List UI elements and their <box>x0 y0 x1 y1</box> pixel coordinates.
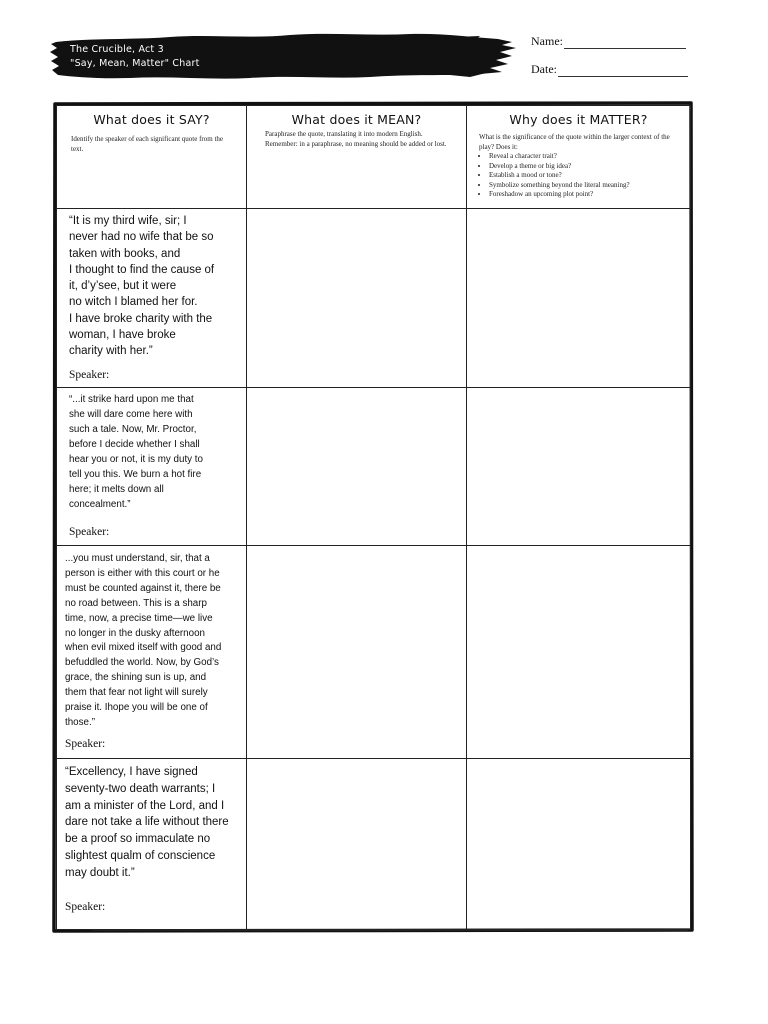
quote-text <box>69 213 238 360</box>
quote-cell <box>57 546 247 759</box>
quote-line: person is either with this court or he <box>65 567 220 579</box>
speaker-label: Speaker: <box>69 369 110 381</box>
significance-answer-cell[interactable] <box>467 388 691 546</box>
significance-answer-cell[interactable] <box>467 209 691 388</box>
quote-line: “...it strike hard upon me that <box>69 394 194 405</box>
significance-answer-cell[interactable] <box>467 759 691 930</box>
say-column-description: Identify the speaker of each significant quote from the text. <box>71 135 223 153</box>
quote-line: dare not take a life without there <box>65 816 229 829</box>
chart-grid <box>56 105 691 930</box>
quote-line: charity with her.” <box>69 345 153 358</box>
quote-line: praise it. Ihope you will be one of <box>65 702 208 714</box>
bottom-rule <box>92 930 688 931</box>
quote-line: woman, I have broke <box>69 329 176 342</box>
quote-line: here; it melts down all <box>69 484 164 495</box>
name-label: Name: <box>531 34 563 48</box>
quote-line: she will dare come here with <box>69 409 193 420</box>
quote-line: no witch I blamed her for. <box>69 296 198 309</box>
quote-row-3 <box>57 546 691 759</box>
quote-line: must be counted against it, there be <box>65 582 221 594</box>
matter-header-cell <box>467 106 691 209</box>
quote-cell <box>57 388 247 546</box>
quote-line: “It is my third wife, sir; I <box>69 215 187 227</box>
mean-header-cell <box>247 106 467 209</box>
quote-line: concealment.” <box>69 499 131 510</box>
quote-text <box>69 392 236 512</box>
bullet-item: • Foreshadow an upcoming plot point? <box>489 190 682 200</box>
quote-line: it, d’y’see, but it were <box>69 280 177 293</box>
quote-cell <box>57 209 247 388</box>
bullet-item: • Establish a mood or tone? <box>489 171 682 181</box>
document-title: The Crucible, Act 3 <box>70 44 164 55</box>
quote-line: them that fear not light will surely <box>65 687 208 699</box>
quote-line: when evil mixed itself with good and <box>65 642 222 654</box>
quote-line: slightest qualm of conscience <box>65 849 216 862</box>
meaning-answer-cell[interactable] <box>247 546 467 759</box>
speaker-label: Speaker: <box>69 526 110 538</box>
date-field[interactable] <box>531 62 688 77</box>
quote-row-2 <box>57 388 691 546</box>
quote-line: ...you must understand, sir, that a <box>65 553 210 564</box>
significance-answer-cell[interactable] <box>467 546 691 759</box>
matter-bullet-list <box>479 152 682 200</box>
matter-column-description <box>479 133 682 200</box>
quote-line: those.” <box>65 716 95 728</box>
quote-line: may doubt it.” <box>65 866 135 879</box>
quote-line: grace, the shining sun is up, and <box>65 672 207 684</box>
quote-line: I thought to find the cause of <box>69 263 215 276</box>
header-row <box>57 106 691 209</box>
date-line[interactable] <box>558 65 688 77</box>
quote-row-4 <box>57 759 691 930</box>
quote-line: “Excellency, I have signed <box>65 766 198 778</box>
name-line[interactable] <box>564 37 686 49</box>
quote-cell <box>57 759 247 930</box>
say-column-title: What does it SAY? <box>93 112 210 127</box>
quote-line: time, now, a precise time—we live <box>65 612 213 624</box>
bullet-item: • Reveal a character trait? <box>489 152 682 162</box>
bullet-item: • Symbolize something beyond the literal meaning? <box>489 181 682 191</box>
mean-column-title: What does it MEAN? <box>291 112 422 127</box>
quote-line: am a minister of the Lord, and I <box>65 799 225 812</box>
quote-line: before I decide whether I shall <box>69 439 200 450</box>
quote-line: I have broke charity with the <box>69 312 213 325</box>
quote-line: tell you this. We burn a hot fire <box>69 469 202 480</box>
quote-line: such a tale. Now, Mr. Proctor, <box>69 424 197 435</box>
quote-line: seventy-two death warrants; I <box>65 782 216 795</box>
meaning-answer-cell[interactable] <box>247 209 467 388</box>
document-subtitle: "Say, Mean, Matter" Chart <box>70 58 200 69</box>
name-field[interactable] <box>531 34 686 49</box>
quote-line: befuddled the world. Now, by God’s <box>65 657 219 669</box>
say-mean-matter-chart <box>56 105 690 929</box>
speaker-label: Speaker: <box>65 901 106 913</box>
date-label: Date: <box>531 62 557 76</box>
speaker-label: Speaker: <box>65 738 106 750</box>
mean-column-description: Paraphrase the quote, translating it into modern English. Remember: in a paraphrase, no meaning should be added or lost. <box>265 130 447 148</box>
quote-line: no longer in the dusky afternoon <box>65 627 205 639</box>
quote-line: be a proof so immaculate no <box>65 833 211 846</box>
quote-line: taken with books, and <box>69 247 181 260</box>
title-banner <box>50 30 520 82</box>
matter-description-text: What is the significance of the quote within the larger context of the play? Does it: <box>479 133 670 151</box>
meaning-answer-cell[interactable] <box>247 759 467 930</box>
quote-line: hear you or not, it is my duty to <box>69 454 203 465</box>
bullet-item: • Develop a theme or big idea? <box>489 162 682 172</box>
meaning-answer-cell[interactable] <box>247 388 467 546</box>
say-header-cell <box>57 106 247 209</box>
quote-text <box>65 552 238 731</box>
matter-column-title: Why does it MATTER? <box>509 112 648 127</box>
quote-row-1 <box>57 209 691 388</box>
quote-line: no road between. This is a sharp <box>65 597 207 609</box>
quote-text <box>65 764 238 882</box>
quote-line: never had no wife that be so <box>69 231 214 244</box>
